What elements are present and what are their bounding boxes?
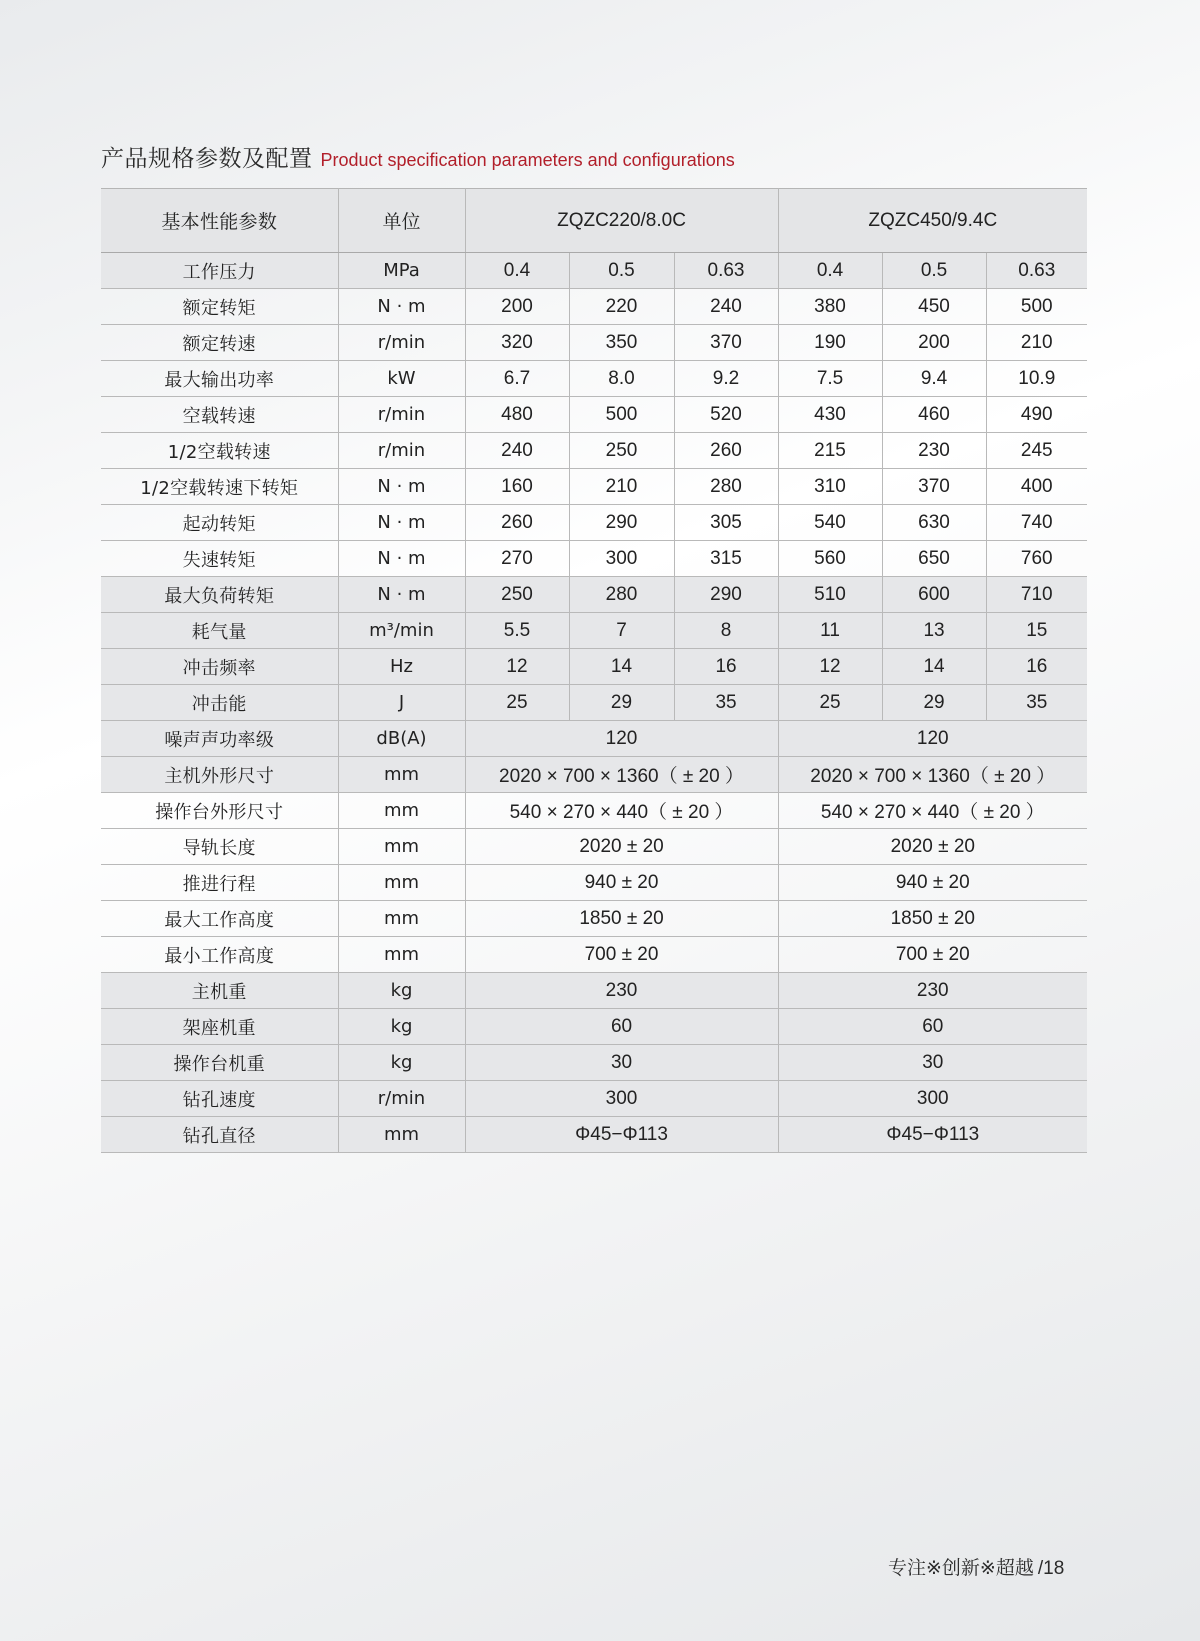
- row-value: 7.5: [778, 361, 882, 397]
- row-value: 12: [778, 649, 882, 685]
- row-value: 210: [569, 469, 674, 505]
- row-value: 215: [778, 433, 882, 469]
- row-value: 400: [986, 469, 1087, 505]
- row-value: 5.5: [465, 613, 569, 649]
- row-value: 30: [778, 1045, 1087, 1081]
- row-value: 2020 × 700 × 1360（ ± 20 ）: [778, 757, 1087, 793]
- row-unit: r/min: [338, 325, 465, 361]
- row-value: 0.4: [465, 253, 569, 289]
- table-row: [101, 577, 1087, 613]
- row-label: 主机外形尺寸: [101, 757, 338, 793]
- header-unit: 单位: [338, 189, 465, 253]
- table-row: [101, 757, 1087, 793]
- row-label: 耗气量: [101, 613, 338, 649]
- table-row: [101, 685, 1087, 721]
- table-row: [101, 649, 1087, 685]
- row-label: 最小工作高度: [101, 937, 338, 973]
- row-unit: N · m: [338, 469, 465, 505]
- row-unit: kg: [338, 1045, 465, 1081]
- row-value: 16: [674, 649, 778, 685]
- row-value: 9.2: [674, 361, 778, 397]
- row-value: 60: [465, 1009, 778, 1045]
- header-model-2: ZQZC450/9.4C: [778, 189, 1087, 253]
- row-value: 370: [674, 325, 778, 361]
- table-row: [101, 613, 1087, 649]
- row-value: 480: [465, 397, 569, 433]
- row-value: 290: [569, 505, 674, 541]
- row-value: 700 ± 20: [465, 937, 778, 973]
- table-row: [101, 865, 1087, 901]
- row-label: 1/2空载转速下转矩: [101, 469, 338, 505]
- header-param: 基本性能参数: [101, 189, 338, 253]
- row-value: 350: [569, 325, 674, 361]
- table-row: [101, 901, 1087, 937]
- row-unit: r/min: [338, 397, 465, 433]
- row-value: Φ45−Φ113: [778, 1117, 1087, 1153]
- row-value: 16: [986, 649, 1087, 685]
- row-value: 520: [674, 397, 778, 433]
- row-unit: kg: [338, 973, 465, 1009]
- table-row: [101, 1045, 1087, 1081]
- row-value: 2020 × 700 × 1360（ ± 20 ）: [465, 757, 778, 793]
- row-value: 7: [569, 613, 674, 649]
- row-value: 940 ± 20: [465, 865, 778, 901]
- page-number: /18: [1037, 1558, 1065, 1579]
- row-value: 200: [465, 289, 569, 325]
- table-row: [101, 1009, 1087, 1045]
- row-value: 25: [778, 685, 882, 721]
- row-value: 2020 ± 20: [465, 829, 778, 865]
- row-value: 305: [674, 505, 778, 541]
- table-row: [101, 829, 1087, 865]
- row-label: 架座机重: [101, 1009, 338, 1045]
- table-row: [101, 361, 1087, 397]
- row-label: 额定转矩: [101, 289, 338, 325]
- row-value: 510: [778, 577, 882, 613]
- table-row: [101, 469, 1087, 505]
- row-unit: m³/min: [338, 613, 465, 649]
- row-value: 315: [674, 541, 778, 577]
- table-row: [101, 541, 1087, 577]
- row-value: 60: [778, 1009, 1087, 1045]
- row-value: 190: [778, 325, 882, 361]
- table-row: [101, 505, 1087, 541]
- row-value: 6.7: [465, 361, 569, 397]
- row-unit: mm: [338, 901, 465, 937]
- row-value: 9.4: [882, 361, 986, 397]
- row-label: 推进行程: [101, 865, 338, 901]
- row-value: 290: [674, 577, 778, 613]
- row-value: 0.63: [986, 253, 1087, 289]
- row-value: 250: [465, 577, 569, 613]
- table-row: [101, 397, 1087, 433]
- row-value: 120: [465, 721, 778, 757]
- row-value: 0.5: [882, 253, 986, 289]
- row-unit: MPa: [338, 253, 465, 289]
- row-unit: J: [338, 685, 465, 721]
- footer-slogan: 专注※创新※超越: [888, 1557, 1034, 1579]
- row-unit: r/min: [338, 433, 465, 469]
- row-value: 240: [465, 433, 569, 469]
- row-unit: mm: [338, 793, 465, 829]
- row-value: 300: [778, 1081, 1087, 1117]
- row-label: 最大负荷转矩: [101, 577, 338, 613]
- row-value: 310: [778, 469, 882, 505]
- row-value: 0.4: [778, 253, 882, 289]
- row-label: 钻孔速度: [101, 1081, 338, 1117]
- row-unit: N · m: [338, 577, 465, 613]
- row-value: 560: [778, 541, 882, 577]
- page-title: [101, 140, 735, 173]
- row-value: 10.9: [986, 361, 1087, 397]
- row-unit: r/min: [338, 1081, 465, 1117]
- row-value: 230: [778, 973, 1087, 1009]
- row-value: Φ45−Φ113: [465, 1117, 778, 1153]
- row-label: 失速转矩: [101, 541, 338, 577]
- table-row: [101, 793, 1087, 829]
- row-label: 最大工作高度: [101, 901, 338, 937]
- row-unit: mm: [338, 757, 465, 793]
- row-value: 35: [674, 685, 778, 721]
- row-value: 160: [465, 469, 569, 505]
- title-english: Product specification parameters and configurations: [320, 150, 735, 170]
- row-unit: N · m: [338, 505, 465, 541]
- row-unit: mm: [338, 1117, 465, 1153]
- row-value: 490: [986, 397, 1087, 433]
- row-unit: dB(A): [338, 721, 465, 757]
- row-value: 0.63: [674, 253, 778, 289]
- row-value: 1850 ± 20: [778, 901, 1087, 937]
- row-unit: kW: [338, 361, 465, 397]
- row-label: 空载转速: [101, 397, 338, 433]
- row-unit: N · m: [338, 289, 465, 325]
- row-value: 14: [569, 649, 674, 685]
- header-model-1: ZQZC220/8.0C: [465, 189, 778, 253]
- row-value: 380: [778, 289, 882, 325]
- row-value: 230: [882, 433, 986, 469]
- row-value: 430: [778, 397, 882, 433]
- row-label: 冲击能: [101, 685, 338, 721]
- row-label: 起动转矩: [101, 505, 338, 541]
- row-unit: N · m: [338, 541, 465, 577]
- row-value: 460: [882, 397, 986, 433]
- row-value: 540 × 270 × 440（ ± 20 ）: [465, 793, 778, 829]
- table-row: [101, 1081, 1087, 1117]
- row-value: 25: [465, 685, 569, 721]
- row-value: 2020 ± 20: [778, 829, 1087, 865]
- table-row: [101, 289, 1087, 325]
- row-value: 15: [986, 613, 1087, 649]
- row-label: 主机重: [101, 973, 338, 1009]
- row-value: 250: [569, 433, 674, 469]
- table-row: [101, 1117, 1087, 1153]
- row-value: 8.0: [569, 361, 674, 397]
- row-value: 600: [882, 577, 986, 613]
- row-unit: mm: [338, 865, 465, 901]
- row-label: 最大输出功率: [101, 361, 338, 397]
- row-value: 8: [674, 613, 778, 649]
- title-chinese: 产品规格参数及配置: [101, 146, 313, 172]
- row-unit: mm: [338, 937, 465, 973]
- spec-table: [101, 188, 1087, 1153]
- row-value: 230: [465, 973, 778, 1009]
- row-value: 12: [465, 649, 569, 685]
- row-unit: Hz: [338, 649, 465, 685]
- row-value: 280: [674, 469, 778, 505]
- row-value: 260: [465, 505, 569, 541]
- row-value: 280: [569, 577, 674, 613]
- row-value: 245: [986, 433, 1087, 469]
- row-unit: mm: [338, 829, 465, 865]
- table-row: [101, 433, 1087, 469]
- row-value: 200: [882, 325, 986, 361]
- row-value: 120: [778, 721, 1087, 757]
- row-value: 740: [986, 505, 1087, 541]
- table-row: [101, 973, 1087, 1009]
- row-label: 噪声声功率级: [101, 721, 338, 757]
- row-value: 710: [986, 577, 1087, 613]
- row-value: 370: [882, 469, 986, 505]
- row-value: 500: [986, 289, 1087, 325]
- row-label: 钻孔直径: [101, 1117, 338, 1153]
- row-value: 500: [569, 397, 674, 433]
- row-value: 210: [986, 325, 1087, 361]
- row-value: 30: [465, 1045, 778, 1081]
- row-unit: kg: [338, 1009, 465, 1045]
- row-label: 工作压力: [101, 253, 338, 289]
- row-label: 导轨长度: [101, 829, 338, 865]
- row-value: 11: [778, 613, 882, 649]
- row-value: 14: [882, 649, 986, 685]
- row-label: 操作台外形尺寸: [101, 793, 338, 829]
- table-row: [101, 721, 1087, 757]
- row-value: 1850 ± 20: [465, 901, 778, 937]
- row-value: 320: [465, 325, 569, 361]
- row-value: 300: [465, 1081, 778, 1117]
- row-label: 冲击频率: [101, 649, 338, 685]
- row-value: 940 ± 20: [778, 865, 1087, 901]
- row-value: 270: [465, 541, 569, 577]
- row-label: 操作台机重: [101, 1045, 338, 1081]
- row-value: 29: [882, 685, 986, 721]
- row-value: 540 × 270 × 440（ ± 20 ）: [778, 793, 1087, 829]
- row-value: 13: [882, 613, 986, 649]
- row-value: 650: [882, 541, 986, 577]
- page-footer: [888, 1553, 1064, 1580]
- row-value: 29: [569, 685, 674, 721]
- row-value: 300: [569, 541, 674, 577]
- table-row: [101, 937, 1087, 973]
- row-value: 220: [569, 289, 674, 325]
- row-value: 700 ± 20: [778, 937, 1087, 973]
- row-label: 1/2空载转速: [101, 433, 338, 469]
- row-value: 450: [882, 289, 986, 325]
- table-header-row: [101, 189, 1087, 253]
- row-value: 260: [674, 433, 778, 469]
- row-value: 630: [882, 505, 986, 541]
- table-row: [101, 325, 1087, 361]
- row-value: 540: [778, 505, 882, 541]
- row-label: 额定转速: [101, 325, 338, 361]
- table-row: [101, 253, 1087, 289]
- row-value: 35: [986, 685, 1087, 721]
- row-value: 0.5: [569, 253, 674, 289]
- row-value: 760: [986, 541, 1087, 577]
- row-value: 240: [674, 289, 778, 325]
